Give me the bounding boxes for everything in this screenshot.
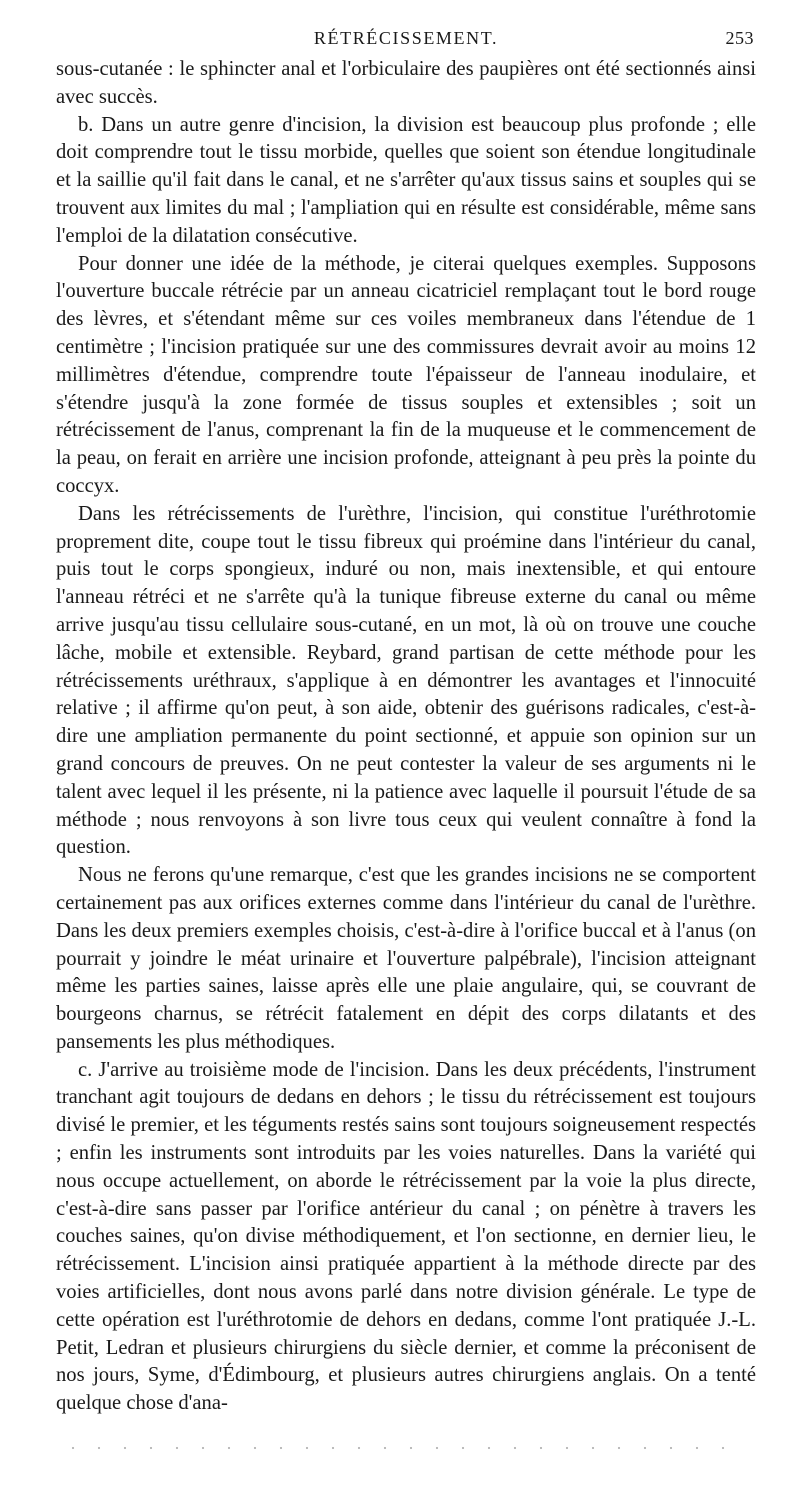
paragraph-remark: Nous ne ferons qu'une remarque, c'est que les grandes incisions ne se comportent certainement pas aux orifices externes comme dans l'intérieur du canal de l'urèthre. Dans les deux premiers exemples choisis, c'est-à-dire à l'orifice buccal et à l'anus (on pourrait y joindre le méat urinaire et l'ouverture palpébrale), l'incision atteignant même les parties saines, laisse après elle une plaie angulaire, qui, se couvrant de bourgeons charnus, se rétrécit fatalement en dépit des corps dilatants et des pansements les plus méthodiques. — [56, 864, 756, 1053]
footer-dotted-rule — [60, 1446, 740, 1450]
running-title: RÉTRÉCISSEMENT. — [313, 28, 499, 48]
paragraph-c: c. J'arrive au troisième mode de l'incision. Dans les deux précédents, l'instrument tranchant agit toujours de dedans en dehors ; le tissu du rétrécissement est toujours divisé le premier, et les téguments restés sains sont toujours soigneusement respectés ; enfin les instruments sont introduits par les voies naturelles. Dans la variété qui nous occupe actuellement, on aborde le rétrécissement par la voie la plus directe, c'est-à-dire sans passer par l'orifice antérieur du canal ; on pénètre à travers les couches saines, qu'on divise méthodiquement, et l'on sectionne, en dernier lieu, le rétrécissement. L'incision ainsi pratiquée appartient à la méthode directe par des voies artificielles, dont nous avons parlé dans notre division générale. Le type de cette opération est l'uréthrotomie de dehors en dedans, comme l'ont pratiquée J.-L. Petit, Ledran et plusieurs chirurgiens du siècle dernier, et comme la préconisent de nos jours, Syme, d'Édimbourg, et plusieurs autres chirurgiens anglais. On a tenté quelque chose d'ana- — [56, 1058, 756, 1415]
paragraph-examples: Pour donner une idée de la méthode, je citerai quelques exemples. Supposons l'ouverture buccale rétrécie par un anneau cicatriciel remplaçant tout le bord rouge des lèvres, et s'étendant même sur ces voiles membraneux dans l'étendue de 1 centimètre ; l'incision pratiquée sur une des commissures devrait avoir au moins 12 millimètres d'étendue, comprendre toute l'épaisseur de l'anneau inodulaire, et s'étendre jusqu'à la zone formée de tissus souples et extensibles ; soit un rétrécissement de l'anus, comprenant la fin de la muqueuse et le commencement de la peau, on ferait en arrière une incision profonde, atteignant à peu près la pointe du coccyx. — [56, 252, 756, 497]
paragraph-urethra: Dans les rétrécissements de l'urèthre, l'incision, qui constitue l'uréthrotomie proprement dite, coupe tout le tissu fibreux qui proémine dans l'intérieur du canal, puis tout le corps spongieux, induré ou non, mais inextensible, et qui entoure l'anneau rétréci et ne s'arrête qu'à la tunique fibreuse externe du canal ou même arrive jusqu'au tissu cellulaire sous-cutané, en un mot, là où on trouve une couche lâche, mobile et extensible. Reybard, grand partisan de cette méthode pour les rétrécissements uréthraux, s'applique à en démontrer les avantages et l'innocuité relative ; il affirme qu'on peut, à son aide, obtenir des guérisons radicales, c'est-à-dire une ampliation permanente du point sectionné, et appuie son opinion sur un grand concours de preuves. On ne peut contester la valeur de ses arguments ni le talent avec lequel il les présente, ni la patience avec laquelle il poursuit l'étude de sa méthode ; nous renvoyons à son livre tous ceux qui veulent connaître à fond la question. — [56, 502, 756, 859]
page-number: 253 — [725, 28, 754, 48]
paragraph-b: b. Dans un autre genre d'incision, la division est beaucoup plus profonde ; elle doit comprendre tout le tissu morbide, quelles que soient son étendue longitudinale et la saillie qu'il fait dans le canal, et ne s'arrêter qu'aux tissus sains et souples qui se trouvent aux limites du mal ; l'ampliation qui en résulte est considérable, même sans l'emploi de la dilatation consécutive. — [56, 113, 756, 247]
paragraph-continuation: sous-cutanée : le sphincter anal et l'orbiculaire des paupières ont été sectionnés ainsi avec succès. — [56, 58, 756, 108]
running-header — [56, 28, 756, 56]
book-page — [56, 28, 756, 1418]
body-text — [56, 56, 756, 1418]
